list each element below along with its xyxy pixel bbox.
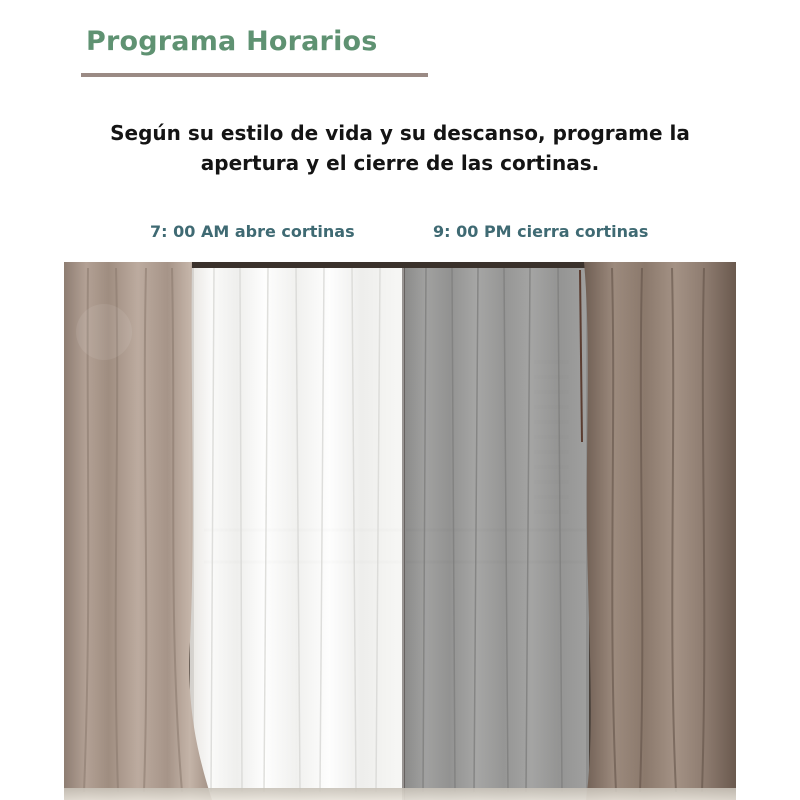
description-text: Según su estilo de vida y su descanso, programe la apertura y el cierre de las cortinas. (110, 121, 690, 175)
close-time-caption: 9: 00 PM cierra cortinas (433, 222, 649, 241)
page-title: Programa Horarios (86, 26, 378, 57)
curtain-photo (64, 262, 736, 800)
title-underline (81, 73, 428, 77)
open-time-caption: 7: 00 AM abre cortinas (150, 222, 355, 241)
